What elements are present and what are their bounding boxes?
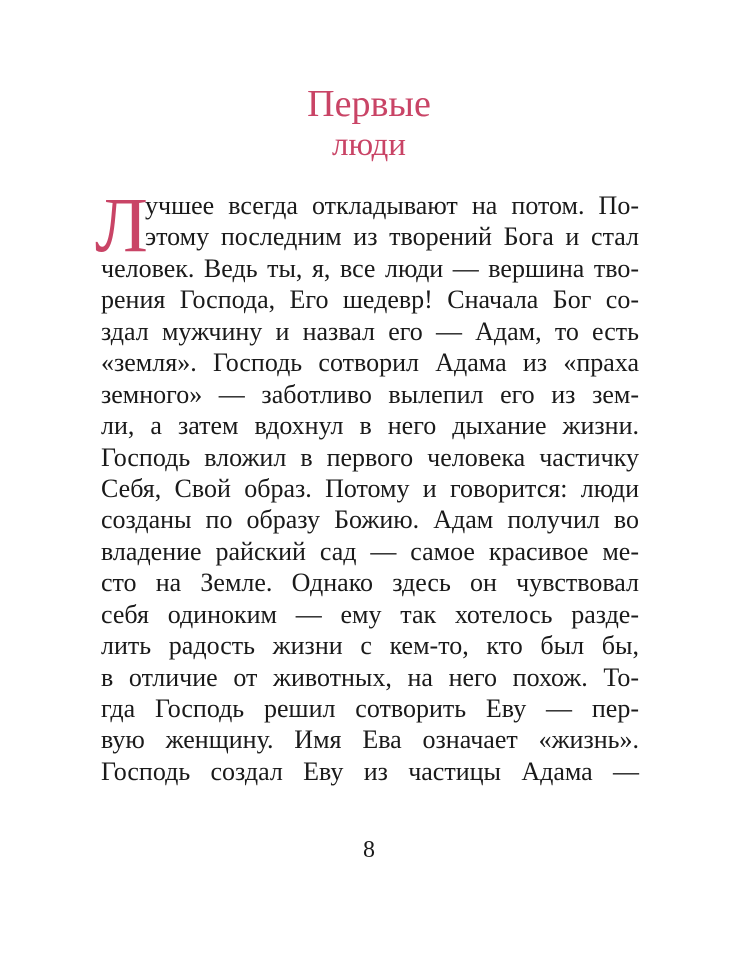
text-line: рения Господа, Его шедевр! Сначала Бог со-	[101, 285, 639, 315]
text-line: человек. Ведь ты, я, все люди — вершина тво-	[101, 253, 639, 283]
text-line: Господь вложил в первого человека частичку	[101, 442, 639, 472]
chapter-title-line-1: Первые	[307, 83, 431, 125]
drop-cap-letter: Л	[95, 181, 148, 268]
text-line: «земля». Господь сотворил Адама из «праха	[101, 348, 639, 378]
text-line: ли, а затем вдохнул в него дыхание жизни.	[101, 411, 639, 441]
text-line: гда Господь решил сотворить Еву — пер-	[101, 694, 639, 723]
text-line: здал мужчину и назвал его — Адам, то есть	[101, 316, 639, 346]
text-line: созданы по образу Божию. Адам получил во	[101, 505, 639, 535]
text-line: вую женщину. Имя Ева означает «жизнь».	[101, 725, 639, 755]
text-line: в отличие от животных, на него похож. То-	[101, 662, 639, 692]
text-line: учшее всегда откладывают на потом. По-	[145, 191, 639, 220]
body-text	[101, 190, 639, 787]
page-number: 8	[363, 837, 375, 863]
text-line: владение райский сад — самое красивое ме-	[101, 536, 639, 566]
text-line: сто на Земле. Однако здесь он чувствовал	[101, 568, 639, 598]
text-line: себя одиноким — ему так хотелось разде-	[101, 599, 639, 629]
text-line: земного» — заботливо вылепил его из зем-	[101, 379, 639, 409]
text-line: Господь создал Еву из частицы Адама —	[101, 756, 639, 786]
text-line: этому последним из творений Бога и стал	[145, 222, 639, 252]
text-line: лить радость жизни с кем-то, кто был бы,	[101, 631, 639, 661]
text-line: Себя, Свой образ. Потому и говорится: люди	[101, 473, 639, 503]
chapter-title-line-2: люди	[332, 127, 406, 163]
